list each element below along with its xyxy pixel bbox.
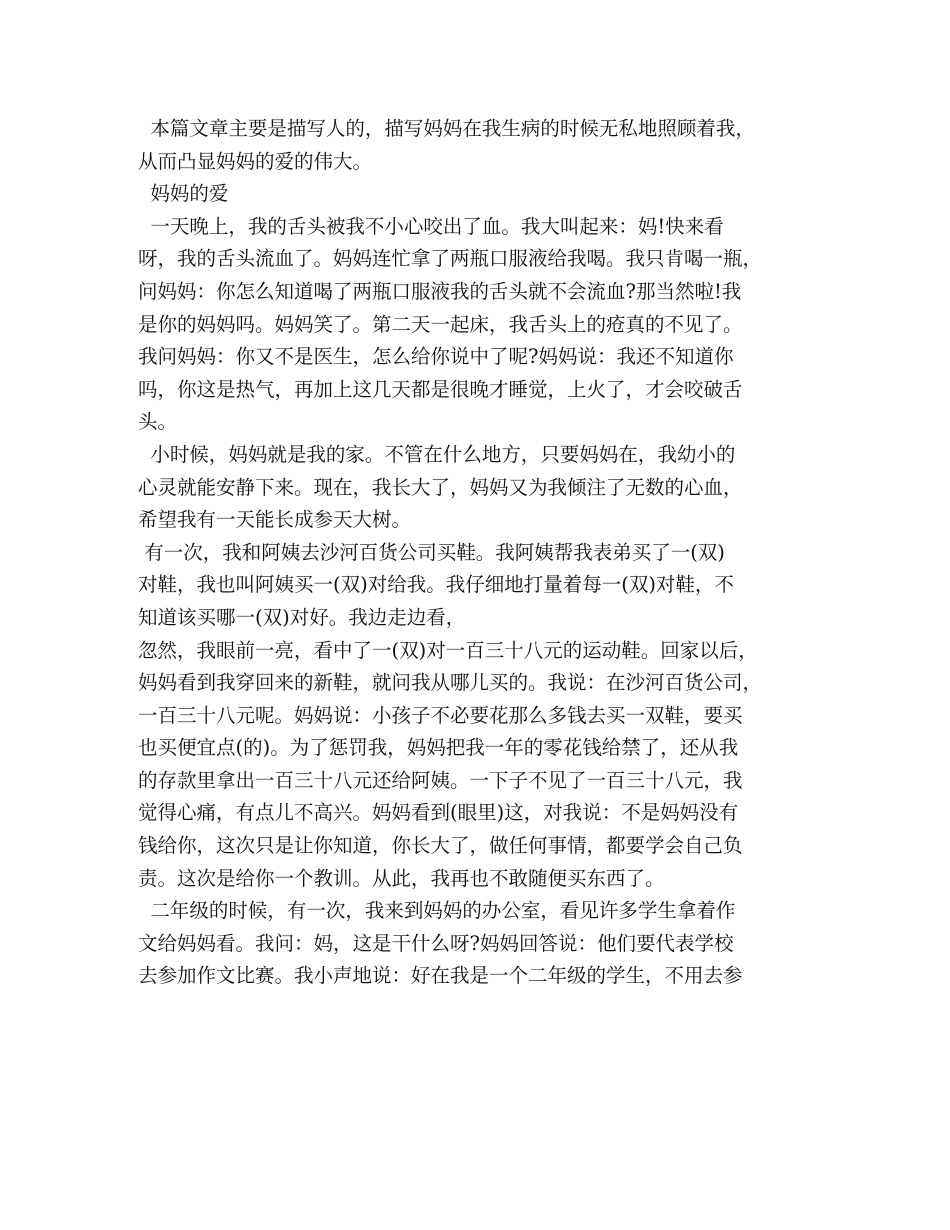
text-line: 的存款里拿出一百三十八元还给阿姨。一下子不见了一百三十八元，我	[138, 768, 743, 792]
text-line: 我问妈妈：你又不是医生，怎么给你说中了呢?妈妈说：我还不知道你	[138, 345, 734, 369]
text-line: 小时候，妈妈就是我的家。不管在什么地方，只要妈妈在，我幼小的	[138, 442, 736, 466]
text-line: 一百三十八元呢。妈妈说：小孩子不必要花那么多钱去买一双鞋，要买	[138, 703, 743, 727]
text-line: 问妈妈：你怎么知道喝了两瓶口服液我的舌头就不会流血?那当然啦!我	[138, 279, 742, 303]
text-line: 文给妈妈看。我问：妈，这是干什么呀?妈妈回答说：他们要代表学校	[138, 931, 734, 955]
text-line: 忽然，我眼前一亮，看中了一(双)对一百三十八元的运动鞋。回家以后，	[138, 638, 758, 662]
text-line: 知道该买哪一(双)对好。我边走边看，	[138, 605, 466, 629]
text-line: 对鞋，我也叫阿姨买一(双)对给我。我仔细地打量着每一(双)对鞋，不	[138, 573, 734, 597]
text-line: 也买便宜点(的)。为了惩罚我，妈妈把我一年的零花钱给禁了，还从我	[138, 736, 739, 760]
document-body	[138, 113, 838, 993]
text-line: 是你的妈妈吗。妈妈笑了。第二天一起床，我舌头上的疮真的不见了。	[138, 312, 743, 336]
text-line: 本篇文章主要是描写人的，描写妈妈在我生病的时候无私地照顾着我，	[138, 117, 755, 140]
text-line: 吗，你这是热气，再加上这几天都是很晚才睡觉，上火了，才会咬破舌	[138, 377, 743, 401]
text-line: 有一次，我和阿姨去沙河百货公司买鞋。我阿姨帮我表弟买了一(双)	[138, 540, 725, 564]
text-line: 妈妈看到我穿回来的新鞋，就问我从哪儿买的。我说：在沙河百货公司，	[138, 671, 763, 695]
text-line: 希望我有一天能长成参天大树。	[138, 508, 412, 532]
text-line: 从而凸显妈妈的爱的伟大。	[138, 149, 373, 173]
text-line: 一天晚上，我的舌头被我不小心咬出了血。我大叫起来：妈!快来看	[138, 214, 724, 238]
text-line: 责。这次是给你一个教训。从此，我再也不敢随便买东西了。	[138, 866, 665, 890]
text-line: 妈妈的爱	[138, 182, 229, 206]
text-line: 觉得心痛，有点儿不高兴。妈妈看到(眼里)这，对我说：不是妈妈没有	[138, 801, 739, 825]
text-line: 钱给你，这次只是让你知道，你长大了，做任何事情，都要学会自己负	[138, 834, 743, 858]
text-line: 去参加作文比赛。我小声地说：好在我是一个二年级的学生，不用去参	[138, 964, 743, 988]
text-line: 二年级的时候，有一次，我来到妈妈的办公室，看见许多学生拿着作	[138, 899, 736, 923]
text-line: 呀，我的舌头流血了。妈妈连忙拿了两瓶口服液给我喝。我只肯喝一瓶，	[138, 247, 763, 271]
text-line: 心灵就能安静下来。现在，我长大了，妈妈又为我倾注了无数的心血，	[138, 475, 743, 499]
text-line: 头。	[138, 410, 178, 434]
